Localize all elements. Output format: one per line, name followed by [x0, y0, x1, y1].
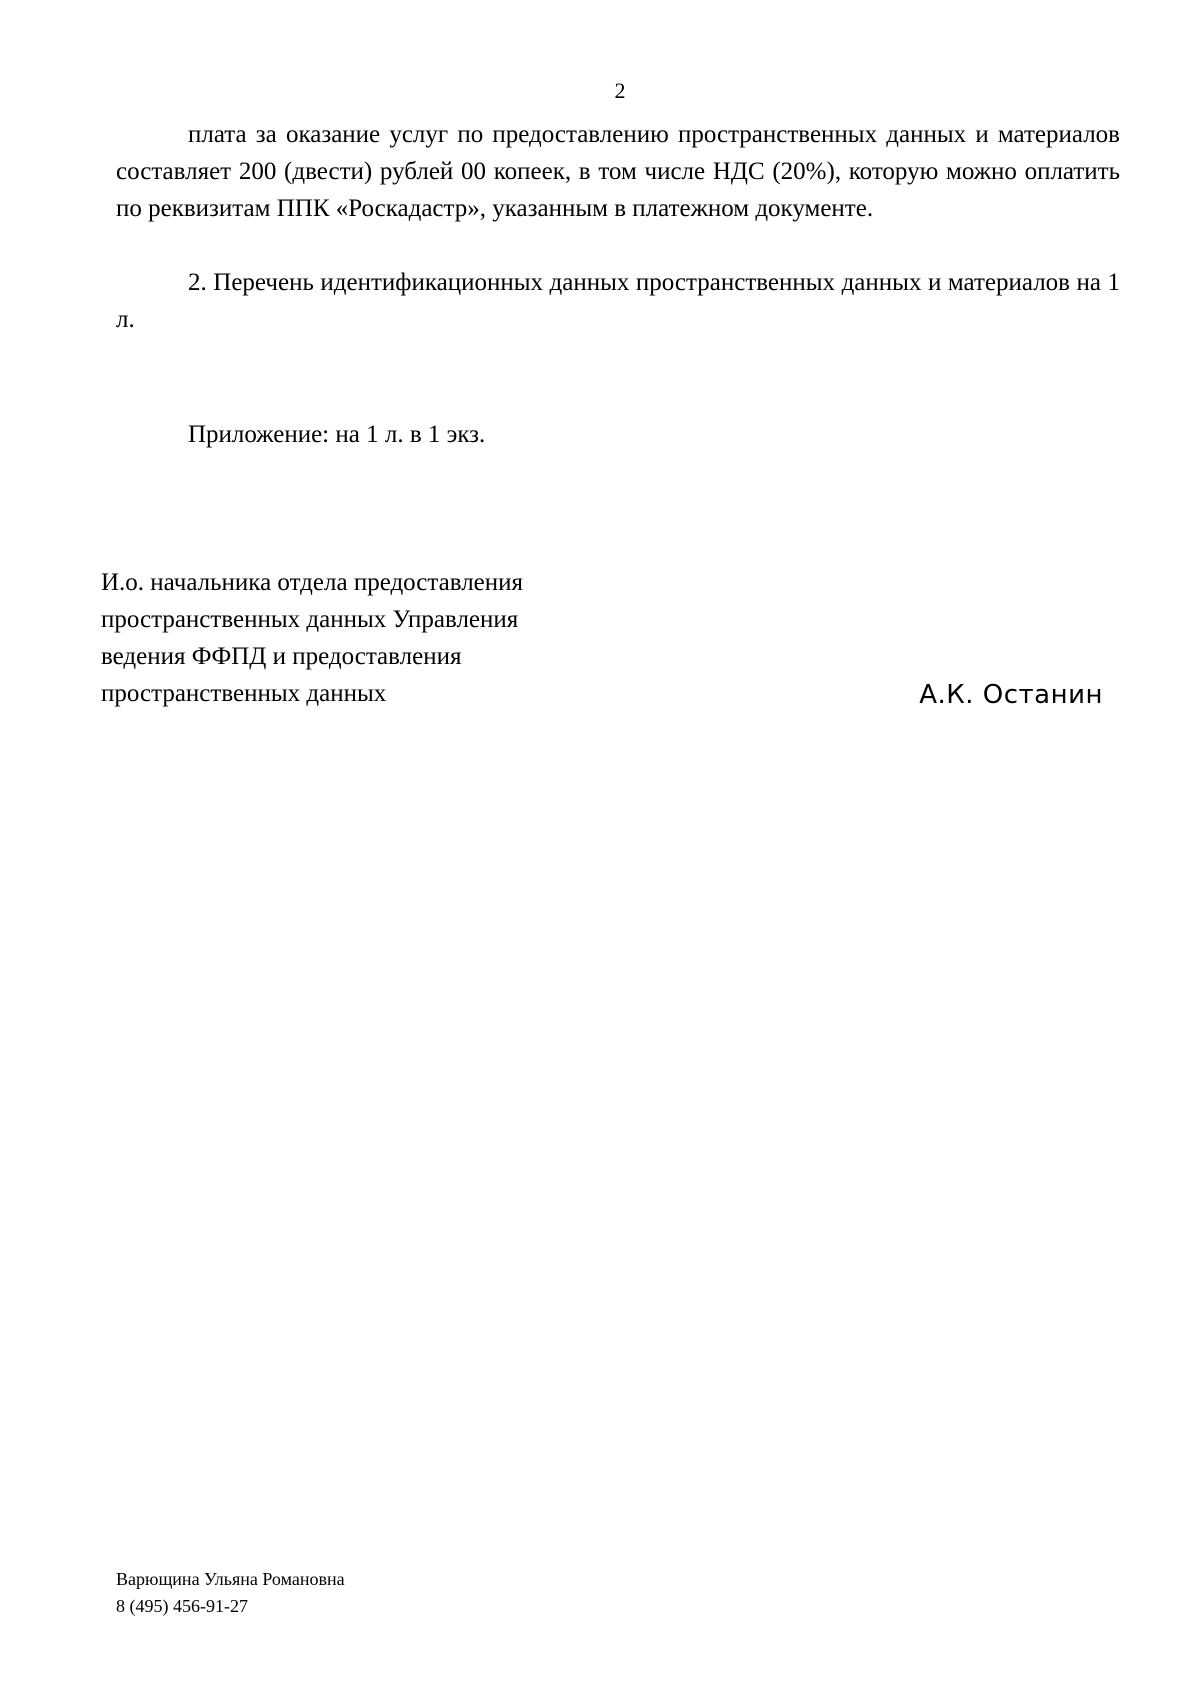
- appendix-note: Приложение: на 1 л. в 1 экз.: [188, 421, 486, 448]
- enclosure-list-paragraph: 2. Перечень идентификационных данных пространственных данных и материалов на 1 л.: [116, 269, 1120, 333]
- signatory-position-line: И.о. начальника отдела предоставления: [101, 569, 524, 596]
- executor-contact: [116, 1566, 345, 1620]
- executor-phone: 8 (495) 456-91-27: [116, 1596, 248, 1616]
- page-number: 2: [614, 78, 626, 103]
- signatory-position-line: пространственных данных: [101, 680, 387, 707]
- signer-name: А.К. Останин: [919, 680, 1103, 710]
- document-body-paragraph-2: [116, 264, 1120, 338]
- fee-paragraph: плата за оказание услуг по предоставлению пространственных данных и материалов составляет 200 (двести) рублей 00 копеек, в том числе НДС (20%), которую можно оплатить по реквизитам ППК «Роскадастр», указанным в платежном документе.: [116, 121, 1120, 222]
- signatory-position-line: пространственных данных Управления: [101, 606, 519, 633]
- signatory-position-line: ведения ФФПД и предоставления: [101, 643, 462, 670]
- document-body-paragraph-1: [116, 116, 1120, 227]
- executor-name: Варющина Ульяна Романовна: [116, 1569, 345, 1589]
- signatory-position: [101, 564, 523, 712]
